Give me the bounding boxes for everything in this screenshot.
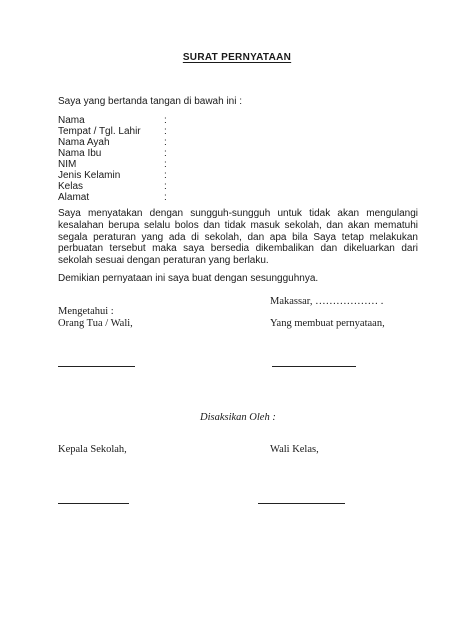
parent-guardian-label: Orang Tua / Wali, <box>58 318 133 329</box>
field-label-jenis-kelamin: Jenis Kelamin <box>58 170 121 181</box>
field-colon: : <box>164 137 167 148</box>
principal-label: Kepala Sekolah, <box>58 444 127 455</box>
field-label-nama-ibu: Nama Ibu <box>58 148 102 159</box>
statement-maker-label: Yang membuat pernyataan, <box>270 318 385 329</box>
field-colon: : <box>164 159 167 170</box>
place-date: Makassar, ……………… . <box>270 296 384 307</box>
field-colon: : <box>164 126 167 137</box>
field-label-tempat-tgl-lahir: Tempat / Tgl. Lahir <box>58 126 141 137</box>
field-label-nama-ayah: Nama Ayah <box>58 137 110 148</box>
field-colon: : <box>164 170 167 181</box>
field-colon: : <box>164 192 167 203</box>
field-colon: : <box>164 148 167 159</box>
field-label-nim: NIM <box>58 159 77 170</box>
field-label-alamat: Alamat <box>58 192 90 203</box>
field-colon: : <box>164 181 167 192</box>
witness-heading: Disaksikan Oleh : <box>200 412 276 423</box>
mengetahui-label: Mengetahui : <box>58 306 114 317</box>
field-label-kelas: Kelas <box>58 181 84 192</box>
closing-sentence: Demikian pernyataan ini saya buat dengan sesungguhnya. <box>58 273 319 284</box>
intro-text: Saya yang bertanda tangan di bawah ini : <box>58 96 243 107</box>
homeroom-teacher-label: Wali Kelas, <box>270 444 319 455</box>
statement-paragraph: Saya menyatakan dengan sungguh-sungguh untuk tidak akan mengulangi kesalahan berupa selalu bolos dan tidak masuk sekolah, dan akan mematuhi segala peraturan yang ada di sekolah, dan apa bila Saya tetap melakukan perbuatan tersebut maka saya bersedia dikembalikan dan dikeluarkan dari sekolah sesuai dengan peraturan yang berlaku. <box>58 208 418 267</box>
field-label-nama: Nama <box>58 115 85 126</box>
maker-signature-line <box>272 366 356 367</box>
field-colon: : <box>164 115 167 126</box>
principal-signature-line <box>58 503 129 504</box>
homeroom-signature-line <box>258 503 345 504</box>
parent-signature-line <box>58 366 135 367</box>
document-title: SURAT PERNYATAAN <box>182 52 292 63</box>
